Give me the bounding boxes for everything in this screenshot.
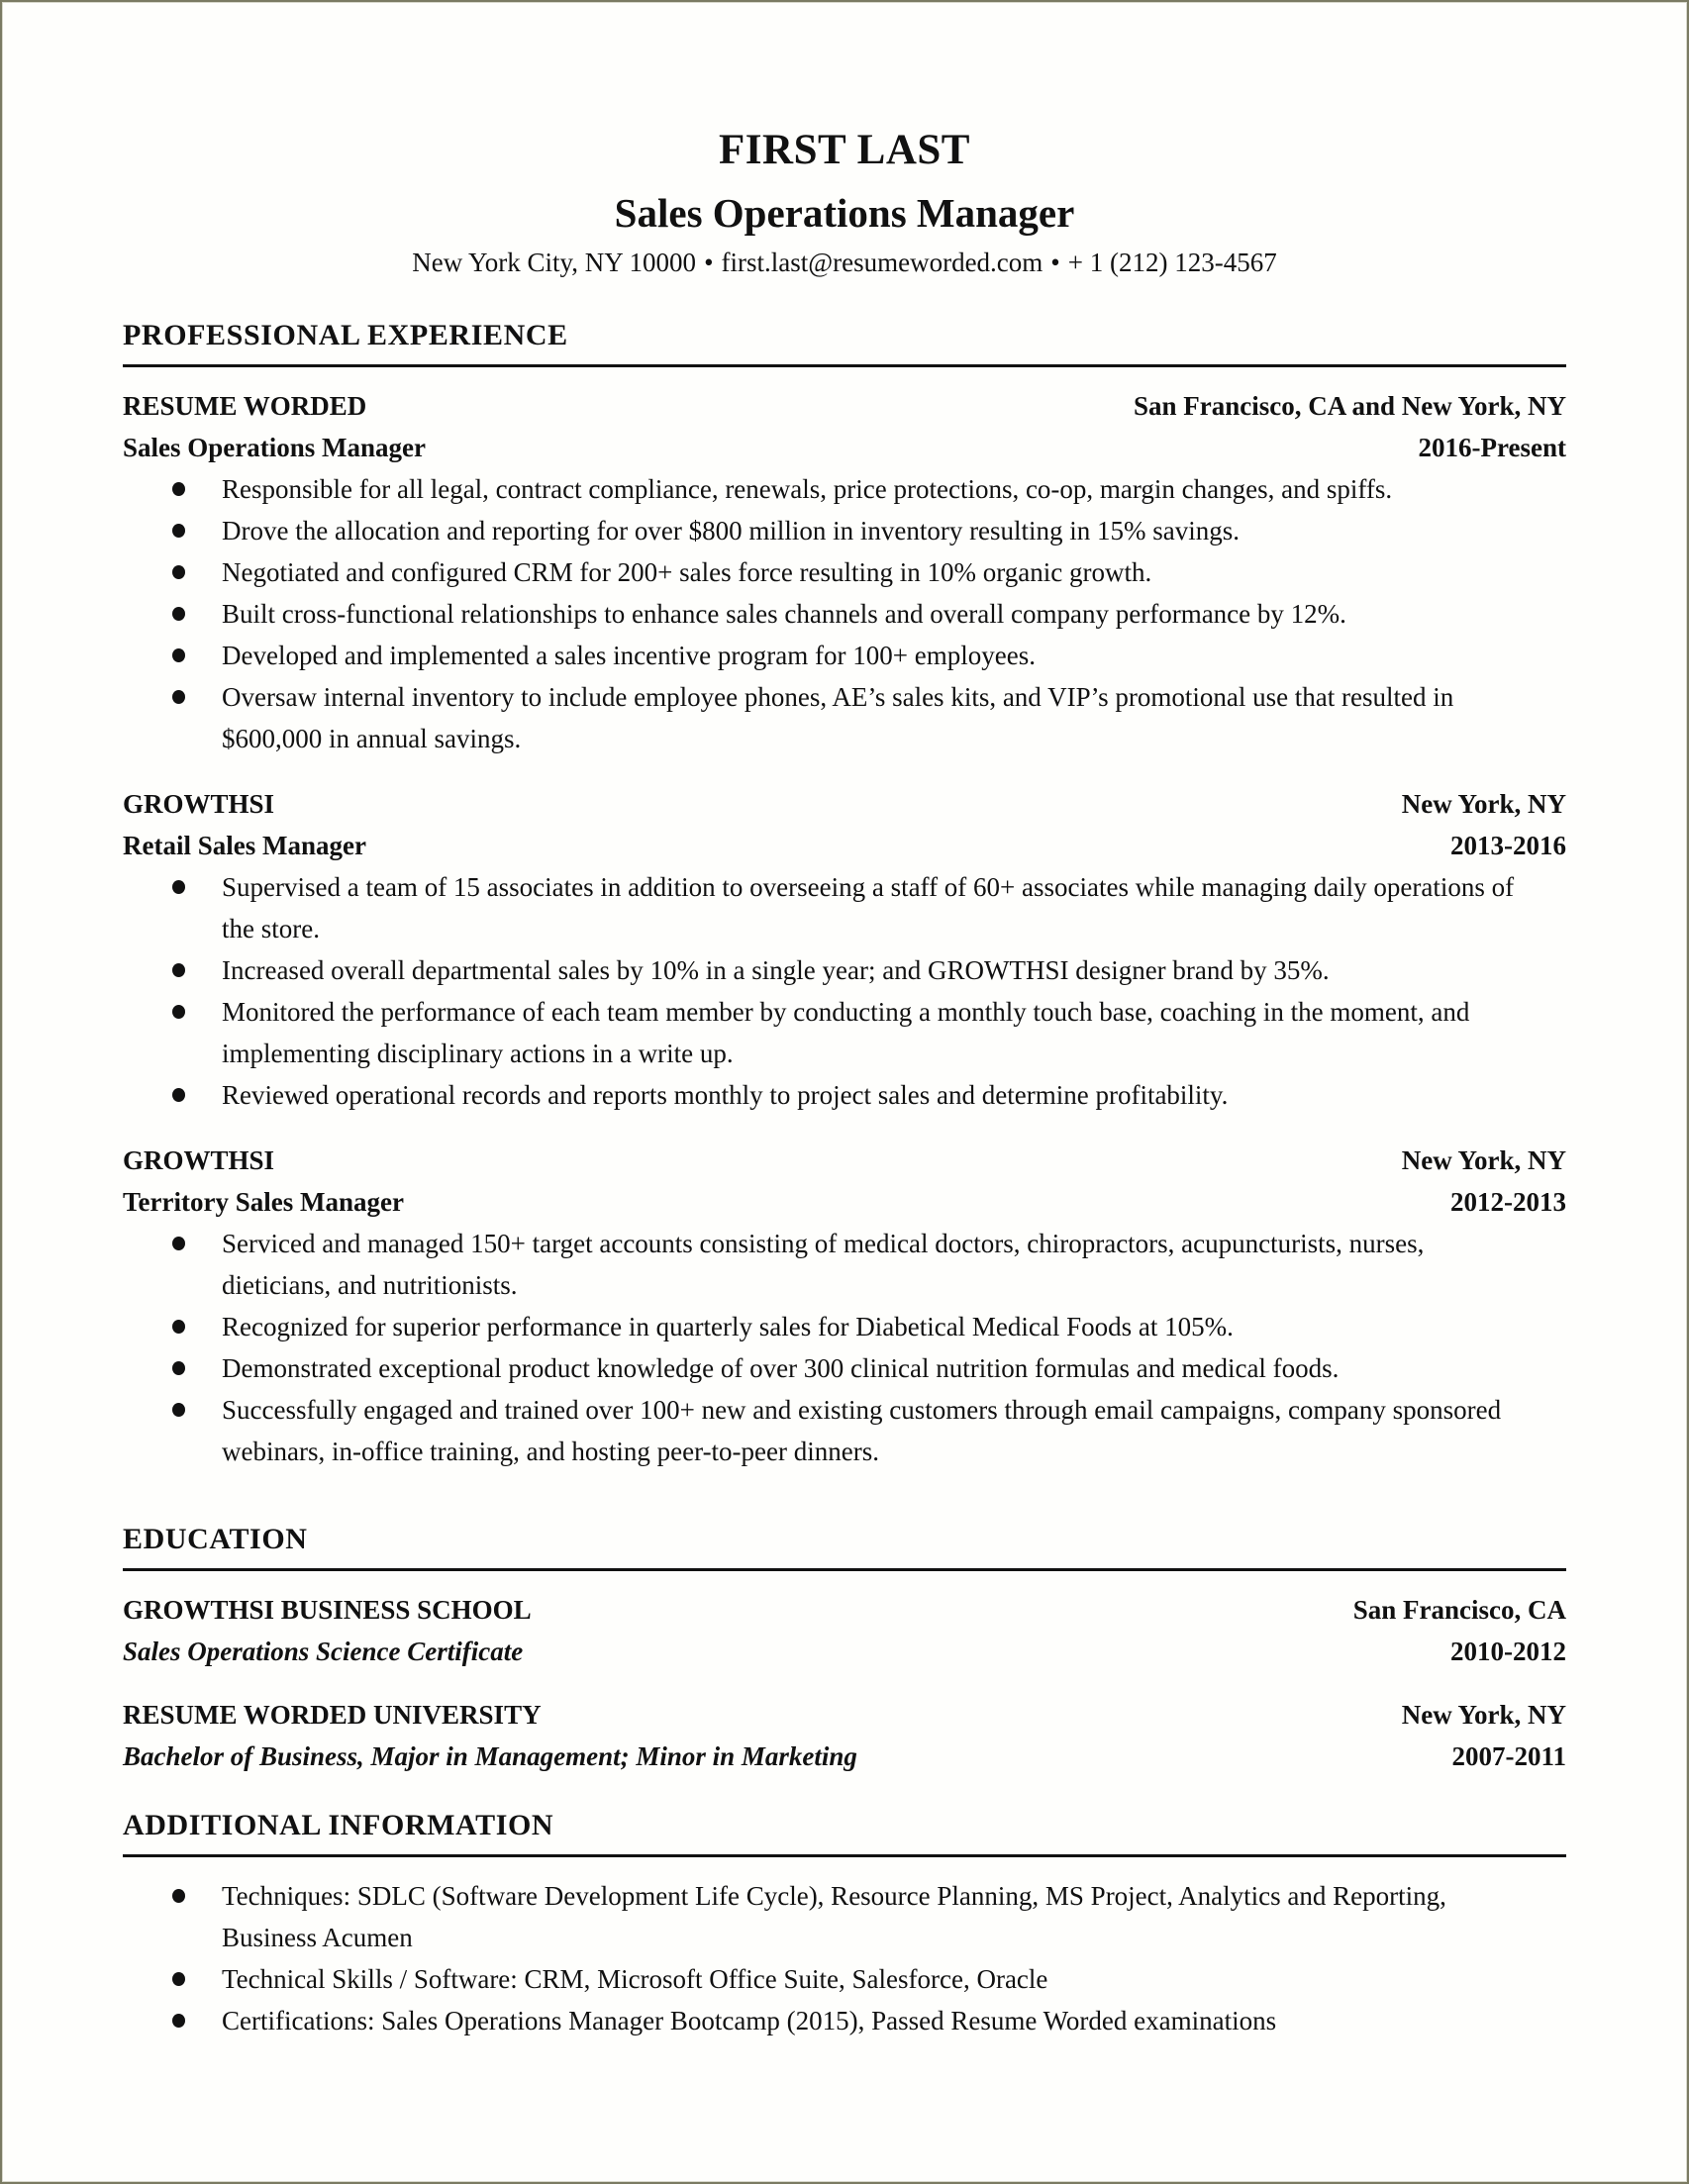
bullet-icon xyxy=(172,482,185,496)
job-role: Retail Sales Manager xyxy=(123,831,366,860)
degree-name: Bachelor of Business, Major in Management; Minor in Marketing xyxy=(123,1741,857,1771)
degree-row xyxy=(123,1736,1566,1777)
bullet-item xyxy=(123,1074,1566,1116)
school-row xyxy=(123,1589,1566,1631)
bullet-text: Serviced and managed 150+ target accounts consisting of medical doctors, chiropractors, acupuncturists, nurses, dieticians, and nutritionists. xyxy=(222,1229,1425,1300)
job-role-row xyxy=(123,1181,1566,1223)
bullet-item xyxy=(123,866,1566,949)
bullet-item xyxy=(123,1958,1566,2000)
job-role: Sales Operations Manager xyxy=(123,433,426,462)
education-entry xyxy=(123,1694,1566,1777)
section-experience xyxy=(123,317,1566,1496)
bullet-item xyxy=(123,1306,1566,1347)
bullet-icon xyxy=(172,880,185,894)
bullet-icon xyxy=(172,1005,185,1019)
bullet-text: Reviewed operational records and reports monthly to project sales and determine profitability. xyxy=(222,1080,1229,1110)
contact-location: New York City, NY 10000 xyxy=(412,248,697,277)
contact-email[interactable]: first.last@resumeworded.com xyxy=(721,248,1043,277)
bullet-text: Demonstrated exceptional product knowledge of over 300 clinical nutrition formulas and medical foods. xyxy=(222,1353,1340,1383)
bullet-icon xyxy=(172,1320,185,1334)
bullet-icon xyxy=(172,1088,185,1102)
bullet-item xyxy=(123,1389,1566,1472)
bullet-icon xyxy=(172,565,185,579)
bullet-item xyxy=(123,1347,1566,1389)
bullet-item xyxy=(123,2000,1566,2041)
bullet-text: Successfully engaged and trained over 100+ new and existing customers through email campaigns, company sponsored webinars, in-office training, and hosting peer-to-peer dinners. xyxy=(222,1395,1502,1466)
bullet-item xyxy=(123,593,1566,635)
job-entry xyxy=(123,783,1566,1116)
bullet-icon xyxy=(172,1361,185,1375)
company-name: GROWTHSI xyxy=(123,1145,275,1175)
bullet-text: Responsible for all legal, contract compliance, renewals, price protections, co-op, margin changes, and spiffs. xyxy=(222,474,1393,504)
bullet-text: Monitored the performance of each team member by conducting a monthly touch base, coaching in the moment, and implementing disciplinary actions in a write up. xyxy=(222,997,1470,1068)
bullet-text: Recognized for superior performance in quarterly sales for Diabetical Medical Foods at 105%. xyxy=(222,1312,1234,1341)
section-education xyxy=(123,1521,1566,1799)
school-row xyxy=(123,1694,1566,1736)
bullet-item xyxy=(123,551,1566,593)
bullet-icon xyxy=(172,690,185,704)
bullet-text: Certifications: Sales Operations Manager Bootcamp (2015), Passed Resume Worded examinations xyxy=(222,2006,1277,2035)
company-name: RESUME WORDED xyxy=(123,391,367,421)
school-location: San Francisco, CA xyxy=(1352,1595,1566,1625)
bullet-text: Drove the allocation and reporting for over $800 million in inventory resulting in 15% savings. xyxy=(222,516,1241,546)
bullet-item xyxy=(123,1223,1566,1306)
section-heading: ADDITIONAL INFORMATION xyxy=(123,1807,1566,1857)
contact-phone[interactable]: + 1 (212) 123-4567 xyxy=(1067,248,1277,277)
bullet-icon xyxy=(172,963,185,977)
bullet-item xyxy=(123,510,1566,551)
job-location: New York, NY xyxy=(1401,1145,1566,1175)
candidate-title: Sales Operations Manager xyxy=(614,190,1075,236)
bullet-item xyxy=(123,991,1566,1074)
bullet-icon xyxy=(172,648,185,662)
bullet-item xyxy=(123,1875,1566,1958)
bullet-item xyxy=(123,635,1566,676)
bullet-icon xyxy=(172,524,185,538)
school-name: GROWTHSI BUSINESS SCHOOL xyxy=(123,1595,532,1625)
education-entry xyxy=(123,1589,1566,1672)
job-role-row xyxy=(123,427,1566,468)
job-location: New York, NY xyxy=(1401,789,1566,819)
bullet-icon xyxy=(172,2014,185,2028)
job-entry xyxy=(123,385,1566,759)
bullet-item xyxy=(123,949,1566,991)
education-dates: 2007-2011 xyxy=(1451,1741,1566,1771)
bullet-item xyxy=(123,676,1566,759)
job-header-row xyxy=(123,385,1566,427)
bullet-text: Supervised a team of 15 associates in addition to overseeing a staff of 60+ associates while managing daily operations of the store. xyxy=(222,872,1515,943)
section-additional-information xyxy=(123,1807,1566,2041)
job-bullets xyxy=(123,866,1566,1116)
section-heading: EDUCATION xyxy=(123,1521,1566,1571)
bullet-icon xyxy=(172,1237,185,1250)
separator-dot: • xyxy=(704,248,714,277)
bullet-icon xyxy=(172,1403,185,1417)
job-dates: 2016-Present xyxy=(1418,433,1566,462)
bullet-icon xyxy=(172,607,185,621)
bullet-icon xyxy=(172,1972,185,1986)
degree-row xyxy=(123,1631,1566,1672)
bullet-text: Developed and implemented a sales incentive program for 100+ employees. xyxy=(222,641,1036,670)
section-heading: PROFESSIONAL EXPERIENCE xyxy=(123,317,1566,367)
school-name: RESUME WORDED UNIVERSITY xyxy=(123,1700,542,1730)
job-entry xyxy=(123,1140,1566,1472)
job-bullets xyxy=(123,1223,1566,1472)
job-header-row xyxy=(123,1140,1566,1181)
job-dates: 2013-2016 xyxy=(1450,831,1566,860)
bullet-text: Oversaw internal inventory to include employee phones, AE’s sales kits, and VIP’s promotional use that resulted in $600,000 in annual savings. xyxy=(222,682,1454,753)
separator-dot: • xyxy=(1050,248,1060,277)
job-role: Territory Sales Manager xyxy=(123,1187,404,1217)
bullet-item xyxy=(123,468,1566,510)
school-location: New York, NY xyxy=(1401,1700,1566,1730)
bullet-text: Increased overall departmental sales by 10% in a single year; and GROWTHSI designer brand by 35%. xyxy=(222,955,1330,985)
bullet-text: Techniques: SDLC (Software Development Life Cycle), Resource Planning, MS Project, Analytics and Reporting, Business Acumen xyxy=(222,1881,1446,1952)
job-bullets xyxy=(123,468,1566,759)
resume-header xyxy=(123,125,1566,279)
candidate-name: FIRST LAST xyxy=(719,127,970,173)
job-header-row xyxy=(123,783,1566,825)
education-dates: 2010-2012 xyxy=(1450,1637,1566,1666)
bullet-text: Negotiated and configured CRM for 200+ sales force resulting in 10% organic growth. xyxy=(222,557,1152,587)
job-location: San Francisco, CA and New York, NY xyxy=(1133,391,1566,421)
degree-name: Sales Operations Science Certificate xyxy=(123,1637,524,1666)
contact-line xyxy=(123,246,1566,279)
bullet-text: Built cross-functional relationships to enhance sales channels and overall company performance by 12%. xyxy=(222,599,1346,629)
bullet-icon xyxy=(172,1889,185,1903)
additional-bullets xyxy=(123,1875,1566,2041)
job-role-row xyxy=(123,825,1566,866)
job-dates: 2012-2013 xyxy=(1450,1187,1566,1217)
bullet-text: Technical Skills / Software: CRM, Microsoft Office Suite, Salesforce, Oracle xyxy=(222,1964,1048,1994)
company-name: GROWTHSI xyxy=(123,789,275,819)
